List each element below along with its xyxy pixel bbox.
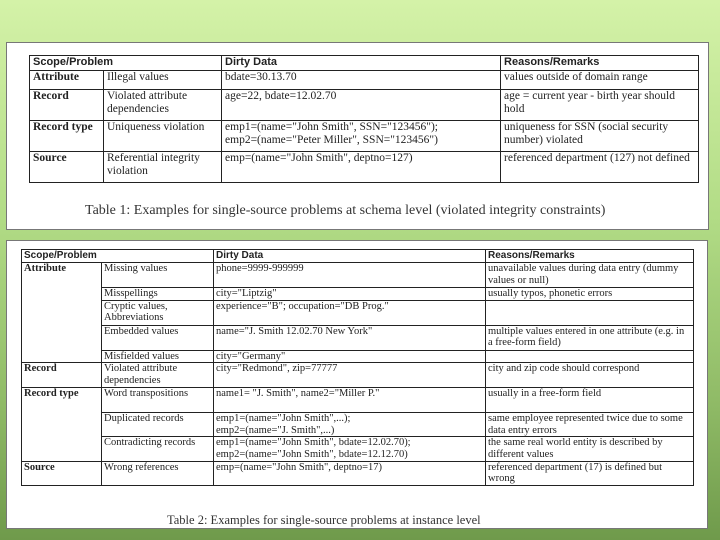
table-row (22, 350, 694, 363)
remark-cell: city and zip code should correspond (486, 363, 694, 388)
header-remarks: Reasons/Remarks (486, 250, 694, 263)
data-line: emp1=(name="John Smith",...); (216, 413, 351, 425)
header-remarks: Reasons/Remarks (501, 56, 699, 71)
data-cell: name="J. Smith 12.02.70 New York" (214, 325, 486, 350)
remark-cell: usually typos, phonetic errors (486, 288, 694, 301)
remark-cell: same employee represented twice due to some data entry errors (486, 413, 694, 437)
problem-cell: Misfielded values (102, 350, 214, 363)
instance-level-table (21, 249, 694, 486)
table-row (22, 413, 694, 437)
schema-level-table (29, 55, 699, 183)
scope-cell: Source (30, 152, 104, 183)
remark-cell: age = current year - birth year should hold (501, 90, 699, 121)
table-row (22, 437, 694, 461)
data-cell: phone=9999-999999 (214, 263, 486, 288)
remark-cell: usually in a free-form field (486, 388, 694, 413)
scope-cell: Record (22, 363, 102, 388)
remark-cell: referenced department (127) not defined (501, 152, 699, 183)
table1-caption: Table 1: Examples for single-source problems at schema level (violated integrity constraints) (85, 203, 606, 218)
remark-cell: the same real world entity is described by different values (486, 437, 694, 461)
table-row (22, 325, 694, 350)
data-cell (214, 413, 486, 437)
problem-cell: Missing values (102, 263, 214, 288)
remark-cell: referenced department (17) is defined but wrong (486, 461, 694, 485)
problem-cell: Contradicting records (102, 437, 214, 461)
problem-cell: Uniqueness violation (104, 121, 222, 152)
table-row (22, 288, 694, 301)
remark-cell: uniqueness for SSN (social security number) violated (501, 121, 699, 152)
table-header-row (22, 250, 694, 263)
data-cell (214, 437, 486, 461)
data-line: emp1=(name="John Smith", SSN="123456"); (225, 121, 438, 133)
data-cell: emp=(name="John Smith", deptno=17) (214, 461, 486, 485)
data-line: emp1=(name="John Smith", bdate=12.02.70); (216, 437, 411, 449)
table-row (30, 152, 699, 183)
table2-panel (6, 240, 708, 529)
table-row (22, 263, 694, 288)
scope-cell: Attribute (30, 71, 104, 90)
problem-cell: Illegal values (104, 71, 222, 90)
header-dirty-data: Dirty Data (222, 56, 501, 71)
problem-cell: Violated attribute dependencies (102, 363, 214, 388)
remark-cell: values outside of domain range (501, 71, 699, 90)
header-scope: Scope/Problem (30, 56, 222, 71)
scope-cell: Record (30, 90, 104, 121)
problem-cell: Wrong references (102, 461, 214, 485)
problem-cell: Misspellings (102, 288, 214, 301)
table2-caption: Table 2: Examples for single-source problems at instance level (167, 513, 481, 527)
table-row (22, 461, 694, 485)
data-cell: bdate=30.13.70 (222, 71, 501, 90)
remark-cell: multiple values entered in one attribute (e.g. in a free-form field) (486, 325, 694, 350)
header-scope: Scope/Problem (22, 250, 214, 263)
header-dirty-data: Dirty Data (214, 250, 486, 263)
remark-cell (486, 300, 694, 325)
table-row (22, 363, 694, 388)
table-row (30, 71, 699, 90)
table-row (30, 121, 699, 152)
table-row (22, 300, 694, 325)
scope-cell: Source (22, 461, 102, 485)
remark-cell (486, 350, 694, 363)
data-line: emp2=(name="Peter Miller", SSN="123456") (225, 134, 438, 146)
table-row (30, 90, 699, 121)
scope-cell: Attribute (22, 263, 102, 363)
problem-cell: Duplicated records (102, 413, 214, 437)
problem-cell: Cryptic values, Abbreviations (102, 300, 214, 325)
problem-cell: Embedded values (102, 325, 214, 350)
data-cell (222, 121, 501, 152)
data-line: emp2=(name="J. Smith",...) (216, 424, 335, 436)
data-cell: name1= "J. Smith", name2="Miller P." (214, 388, 486, 413)
data-cell: age=22, bdate=12.02.70 (222, 90, 501, 121)
data-cell: city="Germany" (214, 350, 486, 363)
data-cell: experience="B"; occupation="DB Prog." (214, 300, 486, 325)
data-line: emp2=(name="John Smith", bdate=12.12.70) (216, 448, 408, 460)
problem-cell: Referential integrity violation (104, 152, 222, 183)
data-cell: city="Liptzig" (214, 288, 486, 301)
table1-panel (6, 42, 709, 230)
scope-cell: Record type (22, 388, 102, 461)
problem-cell: Violated attribute dependencies (104, 90, 222, 121)
table-row (22, 388, 694, 413)
data-cell: city="Redmond", zip=77777 (214, 363, 486, 388)
scope-cell: Record type (30, 121, 104, 152)
table-header-row (30, 56, 699, 71)
data-cell: emp=(name="John Smith", deptno=127) (222, 152, 501, 183)
problem-cell: Word transpositions (102, 388, 214, 413)
remark-cell: unavailable values during data entry (dummy values or null) (486, 263, 694, 288)
